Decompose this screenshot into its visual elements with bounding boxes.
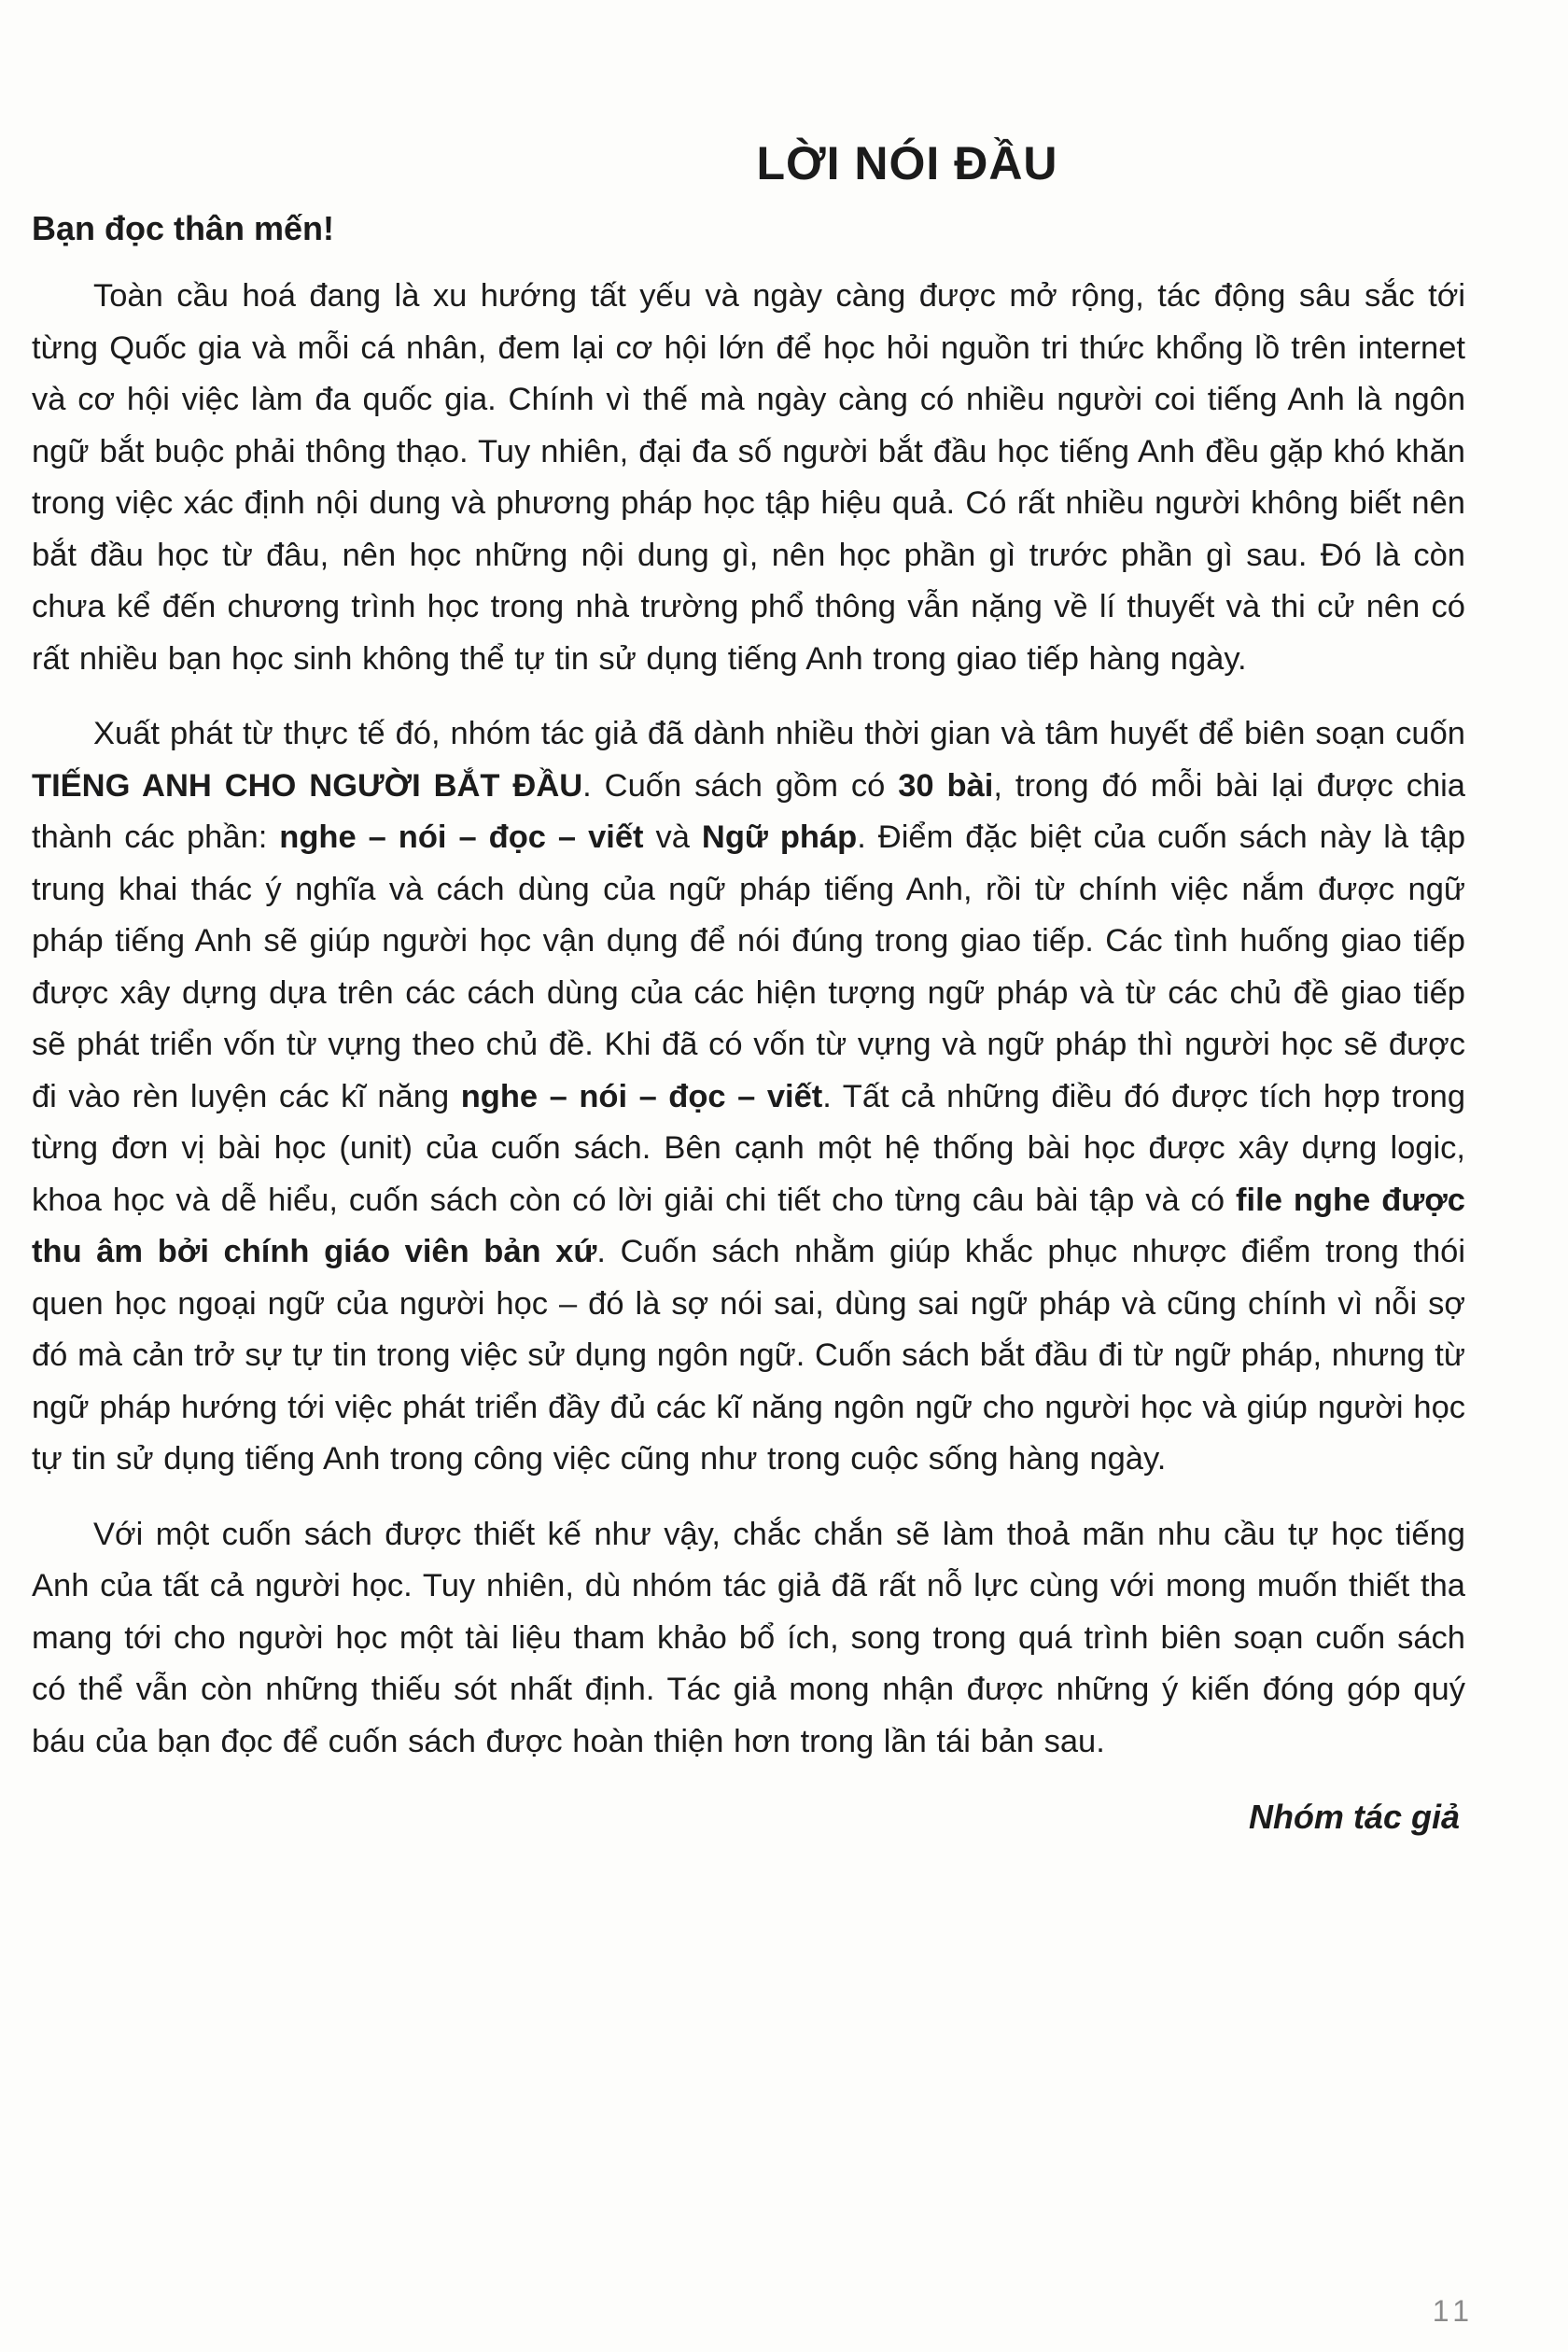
paragraph-3 bbox=[32, 1509, 1465, 1769]
book-title: TIẾNG ANH CHO NGƯỜI BẮT ĐẦU bbox=[32, 767, 583, 804]
paragraph-2-text-6: . Tất cả những điều đó được tích hợp trong từng đơn vị bài học (unit) của cuốn sách. Bên cạnh một hệ thống bài học được xây dựng logic, khoa học và dễ hiểu, cuốn sách còn có lời giải chi tiết cho từng câu bài tập và có bbox=[32, 1078, 1466, 1218]
paragraph-1-text: Toàn cầu hoá đang là xu hướng tất yếu và ngày càng được mở rộng, tác động sâu sắc tới từng Quốc gia và mỗi cá nhân, đem lại cơ hội lớn để học hỏi nguồn tri thức khổng lồ trên internet và cơ hội việc làm đa quốc gia. Chính vì thế mà ngày càng có nhiều người coi tiếng Anh là ngôn ngữ bắt buộc phải thông thạo. Tuy nhiên, đại đa số người bắt đầu học tiếng Anh đều gặp khó khăn trong việc xác định nội dung và phương pháp học tập hiệu quả. Có rất nhiều người không biết nên bắt đầu học từ đâu, nên học những nội dung gì, nên học phần gì trước phần gì sau. Đó là còn chưa kể đến chương trình học trong nhà trường phổ thông vẫn nặng về lí thuyết và thi cử nên có rất nhiều bạn học sinh không thể tự tin sử dụng tiếng Anh trong giao tiếp hàng ngày. bbox=[32, 278, 1465, 677]
audio-file-note: file nghe được thu âm bởi chính giáo viên bản xứ bbox=[32, 1182, 1465, 1269]
salutation: Bạn đọc thân mến! bbox=[32, 209, 335, 247]
page-title: LỜI NÓI ĐẦU bbox=[756, 137, 1058, 189]
paragraph-2 bbox=[32, 708, 1465, 1486]
paragraph-2-text-3: , trong đó mỗi bài lại được chia thành các phần: bbox=[32, 767, 1465, 855]
paragraph-3-text: Với một cuốn sách được thiết kế như vậy, chắc chắn sẽ làm thoả mãn nhu cầu tự học tiếng Anh của tất cả người học. Tuy nhiên, dù nhóm tác giả đã rất nỗ lực cùng với mong muốn thiết tha mang tới cho người học một tài liệu tham khảo bổ ích, song trong quá trình biên soạn cuốn sách có thể vẫn còn những thiếu sót nhất định. Tác giả mong nhận được những ý kiến đóng góp quý báu của bạn đọc để cuốn sách được hoàn thiện hơn trong lần tái bản sau. bbox=[32, 1516, 1465, 1759]
paragraph-2-text-5: . Điểm đặc biệt của cuốn sách này là tập trung khai thác ý nghĩa và cách dùng của ngữ pháp tiếng Anh, rồi từ chính việc nắm được ngữ pháp tiếng Anh sẽ giúp người học vận dụng để nói đúng trong giao tiếp. Các tình huống giao tiếp được xây dựng dựa trên các cách dùng của các hiện tượng ngữ pháp và từ các chủ đề giao tiếp sẽ phát triển vốn từ vựng theo chủ đề. Khi đã có vốn từ vựng và ngữ pháp thì người học sẽ được đi vào rèn luyện các kĩ năng bbox=[32, 819, 1466, 1114]
paragraph-2-text-1: Xuất phát từ thực tế đó, nhóm tác giả đã dành nhiều thời gian và tâm huyết để biên soạn cuốn bbox=[93, 716, 1465, 751]
grammar-term: Ngữ pháp bbox=[701, 819, 858, 855]
signature: Nhóm tác giả bbox=[1248, 1798, 1460, 1836]
page-number: 11 bbox=[1432, 2294, 1475, 2328]
paragraph-2-text-7: . Cuốn sách nhằm giúp khắc phục nhược điểm trong thói quen học ngoại ngữ của người học – đó là sợ nói sai, dùng sai ngữ pháp và cũng chính vì nỗi sợ đó mà cản trở sự tự tin trong việc sử dụng ngôn ngữ. Cuốn sách bắt đầu đi từ ngữ pháp, nhưng từ ngữ pháp hướng tới việc phát triển đầy đủ các kĩ năng ngôn ngữ cho người học và giúp người học tự tin sử dụng tiếng Anh trong công việc cũng như trong cuộc sống hàng ngày. bbox=[32, 1234, 1465, 1477]
skills-list-2: nghe – nói – đọc – viết bbox=[460, 1078, 823, 1114]
paragraph-1 bbox=[32, 271, 1465, 685]
skills-list-1: nghe – nói – đọc – viết bbox=[279, 819, 644, 855]
paragraph-2-text-4: và bbox=[643, 819, 702, 855]
lesson-count: 30 bài bbox=[898, 767, 994, 804]
paragraph-2-text-2: . Cuốn sách gồm có bbox=[582, 767, 899, 804]
